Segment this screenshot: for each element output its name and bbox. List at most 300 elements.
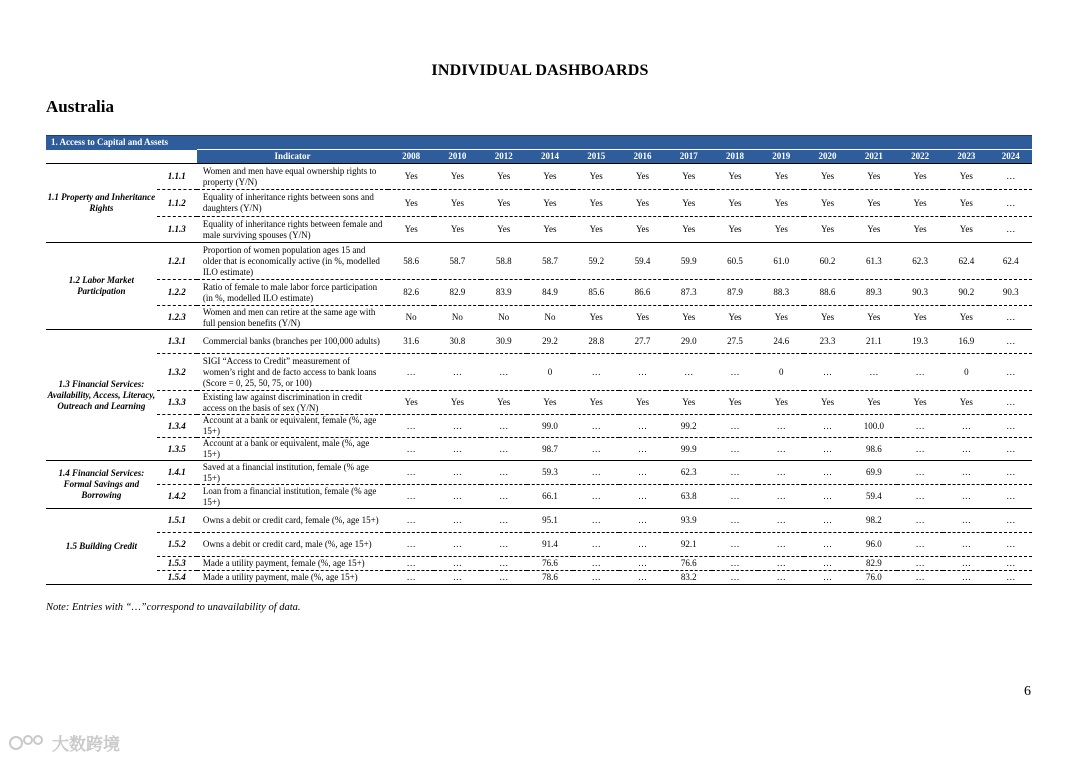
country-heading: Australia bbox=[46, 97, 114, 116]
value-cell: 30.8 bbox=[434, 330, 480, 354]
indicator-code: 1.1.3 bbox=[157, 217, 197, 243]
value-cell: … bbox=[804, 533, 850, 557]
value-cell: … bbox=[989, 330, 1032, 354]
value-cell: 100.0 bbox=[851, 415, 897, 438]
value-cell: … bbox=[712, 438, 758, 461]
value-cell: Yes bbox=[666, 306, 712, 330]
value-cell: 60.5 bbox=[712, 243, 758, 280]
value-cell: … bbox=[897, 461, 943, 485]
table-row bbox=[46, 485, 1032, 509]
value-cell: 69.9 bbox=[851, 461, 897, 485]
value-cell: … bbox=[619, 571, 665, 585]
value-cell: … bbox=[481, 533, 527, 557]
value-cell: Yes bbox=[666, 217, 712, 243]
value-cell: … bbox=[434, 509, 480, 533]
table-row bbox=[46, 557, 1032, 571]
dashboard-table bbox=[46, 135, 1032, 585]
value-cell: … bbox=[573, 415, 619, 438]
value-cell: 61.3 bbox=[851, 243, 897, 280]
table-row bbox=[46, 330, 1032, 354]
table-row bbox=[46, 190, 1032, 217]
value-cell: Yes bbox=[712, 190, 758, 217]
indicator-description: Made a utility payment, male (%, age 15+) bbox=[197, 571, 388, 585]
value-cell: 60.2 bbox=[804, 243, 850, 280]
value-cell: Yes bbox=[712, 164, 758, 190]
value-cell: Yes bbox=[388, 217, 434, 243]
value-cell: 88.6 bbox=[804, 280, 850, 306]
value-cell: Yes bbox=[434, 391, 480, 415]
indicator-description: Equality of inheritance rights between female and male surviving spouses (Y/N) bbox=[197, 217, 388, 243]
indicator-description: Account at a bank or equivalent, male (%, age 15+) bbox=[197, 438, 388, 461]
indicator-code: 1.2.3 bbox=[157, 306, 197, 330]
value-cell: … bbox=[712, 509, 758, 533]
value-cell: 23.3 bbox=[804, 330, 850, 354]
value-cell: … bbox=[573, 571, 619, 585]
value-cell: Yes bbox=[758, 306, 804, 330]
indicator-code: 1.5.1 bbox=[157, 509, 197, 533]
value-cell: … bbox=[434, 461, 480, 485]
value-cell: … bbox=[804, 485, 850, 509]
document-title: INDIVIDUAL DASHBOARDS bbox=[431, 62, 649, 79]
value-cell: … bbox=[989, 509, 1032, 533]
value-cell: Yes bbox=[527, 217, 573, 243]
value-cell: Yes bbox=[804, 306, 850, 330]
indicator-code: 1.3.4 bbox=[157, 415, 197, 438]
value-cell: … bbox=[943, 509, 989, 533]
value-cell: … bbox=[434, 354, 480, 391]
value-cell: … bbox=[666, 354, 712, 391]
value-cell: 66.1 bbox=[527, 485, 573, 509]
value-cell: Yes bbox=[943, 190, 989, 217]
indicator-code: 1.2.2 bbox=[157, 280, 197, 306]
table-row bbox=[46, 164, 1032, 190]
value-cell: … bbox=[573, 533, 619, 557]
value-cell: 98.6 bbox=[851, 438, 897, 461]
value-cell: … bbox=[712, 533, 758, 557]
value-cell: … bbox=[989, 415, 1032, 438]
value-cell: … bbox=[897, 354, 943, 391]
value-cell: Yes bbox=[434, 190, 480, 217]
value-cell: … bbox=[758, 509, 804, 533]
value-cell: … bbox=[481, 571, 527, 585]
value-cell: Yes bbox=[388, 190, 434, 217]
value-cell: Yes bbox=[619, 217, 665, 243]
value-cell: 99.0 bbox=[527, 415, 573, 438]
value-cell: … bbox=[573, 509, 619, 533]
indicator-code: 1.3.1 bbox=[157, 330, 197, 354]
value-cell: 0 bbox=[943, 354, 989, 391]
indicator-description: Existing law against discrimination in credit access on the basis of sex (Y/N) bbox=[197, 391, 388, 415]
value-cell: 83.9 bbox=[481, 280, 527, 306]
value-cell: Yes bbox=[434, 164, 480, 190]
indicator-description: Proportion of women population ages 15 and older that is economically active (in %, modelled ILO estimate) bbox=[197, 243, 388, 280]
value-cell: … bbox=[989, 438, 1032, 461]
value-cell: Yes bbox=[619, 190, 665, 217]
value-cell: Yes bbox=[573, 190, 619, 217]
value-cell: Yes bbox=[666, 190, 712, 217]
year-header: 2008 bbox=[388, 150, 434, 164]
value-cell: … bbox=[388, 571, 434, 585]
value-cell: … bbox=[758, 438, 804, 461]
value-cell: … bbox=[804, 461, 850, 485]
value-cell: Yes bbox=[712, 217, 758, 243]
value-cell: 82.9 bbox=[851, 557, 897, 571]
value-cell: 30.9 bbox=[481, 330, 527, 354]
value-cell: 93.9 bbox=[666, 509, 712, 533]
indicator-code: 1.2.1 bbox=[157, 243, 197, 280]
watermark-text: 大数跨境 bbox=[52, 735, 120, 755]
year-header: 2023 bbox=[943, 150, 989, 164]
value-cell: … bbox=[989, 190, 1032, 217]
value-cell: … bbox=[758, 533, 804, 557]
value-cell: Yes bbox=[666, 164, 712, 190]
value-cell: … bbox=[619, 485, 665, 509]
value-cell: Yes bbox=[573, 164, 619, 190]
value-cell: 58.7 bbox=[434, 243, 480, 280]
value-cell: 27.7 bbox=[619, 330, 665, 354]
value-cell: 61.0 bbox=[758, 243, 804, 280]
year-header: 2024 bbox=[989, 150, 1032, 164]
value-cell: No bbox=[388, 306, 434, 330]
value-cell: Yes bbox=[712, 391, 758, 415]
value-cell: 78.6 bbox=[527, 571, 573, 585]
indicator-description: Ratio of female to male labor force participation (in %, modelled ILO estimate) bbox=[197, 280, 388, 306]
value-cell: … bbox=[897, 509, 943, 533]
indicator-code: 1.4.1 bbox=[157, 461, 197, 485]
value-cell: … bbox=[481, 438, 527, 461]
value-cell: No bbox=[481, 306, 527, 330]
value-cell: 91.4 bbox=[527, 533, 573, 557]
indicator-description: Commercial banks (branches per 100,000 adults) bbox=[197, 330, 388, 354]
value-cell: 0 bbox=[527, 354, 573, 391]
value-cell: 59.2 bbox=[573, 243, 619, 280]
group-label: 1.5 Building Credit bbox=[46, 509, 157, 585]
year-header: 2012 bbox=[481, 150, 527, 164]
group-label: 1.1 Property and Inheritance Rights bbox=[46, 164, 157, 243]
value-cell: 59.3 bbox=[527, 461, 573, 485]
value-cell: 88.3 bbox=[758, 280, 804, 306]
value-cell: 92.1 bbox=[666, 533, 712, 557]
value-cell: 90.2 bbox=[943, 280, 989, 306]
value-cell: … bbox=[989, 217, 1032, 243]
value-cell: 27.5 bbox=[712, 330, 758, 354]
value-cell: Yes bbox=[481, 391, 527, 415]
value-cell: … bbox=[897, 438, 943, 461]
value-cell: Yes bbox=[804, 190, 850, 217]
value-cell: … bbox=[434, 533, 480, 557]
value-cell: 59.9 bbox=[666, 243, 712, 280]
indicator-description: SIGI “Access to Credit” measurement of women’s right and de facto access to bank loans (Score = 0, 25, 50, 75, or 100) bbox=[197, 354, 388, 391]
value-cell: 19.3 bbox=[897, 330, 943, 354]
value-cell: 59.4 bbox=[619, 243, 665, 280]
value-cell: 29.0 bbox=[666, 330, 712, 354]
value-cell: Yes bbox=[619, 306, 665, 330]
value-cell: 62.3 bbox=[666, 461, 712, 485]
value-cell: … bbox=[619, 354, 665, 391]
watermark-logo-icon bbox=[8, 733, 48, 753]
value-cell: … bbox=[989, 354, 1032, 391]
value-cell: Yes bbox=[527, 164, 573, 190]
year-header: 2010 bbox=[434, 150, 480, 164]
indicator-description: Loan from a financial institution, female (% age 15+) bbox=[197, 485, 388, 509]
table-row bbox=[46, 280, 1032, 306]
value-cell: 83.2 bbox=[666, 571, 712, 585]
value-cell: … bbox=[388, 509, 434, 533]
table-row bbox=[46, 391, 1032, 415]
value-cell: 29.2 bbox=[527, 330, 573, 354]
value-cell: … bbox=[758, 485, 804, 509]
value-cell: 16.9 bbox=[943, 330, 989, 354]
value-cell: Yes bbox=[804, 164, 850, 190]
value-cell: … bbox=[989, 533, 1032, 557]
indicator-description: Owns a debit or credit card, male (%, age 15+) bbox=[197, 533, 388, 557]
value-cell: … bbox=[481, 485, 527, 509]
value-cell: … bbox=[712, 571, 758, 585]
table-row bbox=[46, 217, 1032, 243]
indicator-code: 1.3.5 bbox=[157, 438, 197, 461]
value-cell: … bbox=[989, 571, 1032, 585]
indicator-description: Owns a debit or credit card, female (%, age 15+) bbox=[197, 509, 388, 533]
value-cell: … bbox=[619, 461, 665, 485]
value-cell: Yes bbox=[897, 164, 943, 190]
table-row bbox=[46, 306, 1032, 330]
value-cell: 76.6 bbox=[666, 557, 712, 571]
value-cell: Yes bbox=[758, 391, 804, 415]
value-cell: … bbox=[712, 461, 758, 485]
value-cell: 86.6 bbox=[619, 280, 665, 306]
indicator-code: 1.3.3 bbox=[157, 391, 197, 415]
value-cell: … bbox=[897, 533, 943, 557]
group-label: 1.2 Labor Market Participation bbox=[46, 243, 157, 330]
value-cell: … bbox=[989, 164, 1032, 190]
year-header: 2018 bbox=[712, 150, 758, 164]
value-cell: … bbox=[897, 557, 943, 571]
group-label: 1.4 Financial Services: Formal Savings and Borrowing bbox=[46, 461, 157, 509]
value-cell: 58.8 bbox=[481, 243, 527, 280]
value-cell: … bbox=[481, 557, 527, 571]
value-cell: Yes bbox=[481, 190, 527, 217]
value-cell: … bbox=[434, 438, 480, 461]
value-cell: … bbox=[619, 533, 665, 557]
value-cell: … bbox=[989, 557, 1032, 571]
value-cell: Yes bbox=[851, 217, 897, 243]
value-cell: 82.9 bbox=[434, 280, 480, 306]
year-header: 2022 bbox=[897, 150, 943, 164]
year-header: 2020 bbox=[804, 150, 850, 164]
value-cell: Yes bbox=[573, 217, 619, 243]
value-cell: Yes bbox=[943, 306, 989, 330]
value-cell: Yes bbox=[758, 217, 804, 243]
column-header-row bbox=[46, 150, 1032, 164]
value-cell: Yes bbox=[897, 190, 943, 217]
value-cell: Yes bbox=[527, 391, 573, 415]
value-cell: … bbox=[712, 485, 758, 509]
indicator-code: 1.3.2 bbox=[157, 354, 197, 391]
group-header-blank bbox=[46, 150, 157, 164]
value-cell: … bbox=[989, 485, 1032, 509]
value-cell: … bbox=[897, 571, 943, 585]
value-cell: … bbox=[388, 354, 434, 391]
value-cell: … bbox=[481, 415, 527, 438]
value-cell: Yes bbox=[666, 391, 712, 415]
value-cell: Yes bbox=[804, 391, 850, 415]
value-cell: … bbox=[943, 533, 989, 557]
value-cell: 90.3 bbox=[897, 280, 943, 306]
value-cell: … bbox=[712, 354, 758, 391]
value-cell: No bbox=[434, 306, 480, 330]
indicator-description: Women and men have equal ownership rights to property (Y/N) bbox=[197, 164, 388, 190]
code-header-blank bbox=[157, 150, 197, 164]
year-header: 2015 bbox=[573, 150, 619, 164]
value-cell: … bbox=[989, 306, 1032, 330]
value-cell: 85.6 bbox=[573, 280, 619, 306]
value-cell: … bbox=[943, 415, 989, 438]
value-cell: 62.4 bbox=[943, 243, 989, 280]
value-cell: … bbox=[804, 571, 850, 585]
indicator-description: Women and men can retire at the same age with full pension benefits (Y/N) bbox=[197, 306, 388, 330]
value-cell: … bbox=[943, 485, 989, 509]
value-cell: … bbox=[388, 485, 434, 509]
value-cell: … bbox=[434, 485, 480, 509]
indicator-code: 1.5.2 bbox=[157, 533, 197, 557]
table-row bbox=[46, 354, 1032, 391]
value-cell: 28.8 bbox=[573, 330, 619, 354]
value-cell: … bbox=[989, 391, 1032, 415]
value-cell: 63.8 bbox=[666, 485, 712, 509]
indicator-description: Equality of inheritance rights between sons and daughters (Y/N) bbox=[197, 190, 388, 217]
value-cell: … bbox=[573, 438, 619, 461]
value-cell: … bbox=[943, 571, 989, 585]
table-row bbox=[46, 533, 1032, 557]
value-cell: … bbox=[388, 533, 434, 557]
value-cell: … bbox=[804, 509, 850, 533]
value-cell: … bbox=[804, 354, 850, 391]
value-cell: 87.9 bbox=[712, 280, 758, 306]
watermark bbox=[8, 730, 120, 755]
section-title: 1. Access to Capital and Assets bbox=[46, 136, 1032, 150]
value-cell: … bbox=[758, 557, 804, 571]
value-cell: Yes bbox=[943, 164, 989, 190]
value-cell: … bbox=[434, 571, 480, 585]
table-note: Note: Entries with “…”correspond to unavailability of data. bbox=[46, 602, 301, 613]
value-cell: … bbox=[481, 461, 527, 485]
value-cell: … bbox=[943, 438, 989, 461]
indicator-description: Made a utility payment, female (%, age 15+) bbox=[197, 557, 388, 571]
value-cell: Yes bbox=[943, 391, 989, 415]
value-cell: 98.7 bbox=[527, 438, 573, 461]
table-row bbox=[46, 571, 1032, 585]
value-cell: … bbox=[481, 509, 527, 533]
table-row bbox=[46, 509, 1032, 533]
value-cell: … bbox=[851, 354, 897, 391]
value-cell: … bbox=[619, 557, 665, 571]
group-label: 1.3 Financial Services: Availability, Access, Literacy, Outreach and Learning bbox=[46, 330, 157, 461]
value-cell: Yes bbox=[573, 391, 619, 415]
value-cell: Yes bbox=[527, 190, 573, 217]
value-cell: 96.0 bbox=[851, 533, 897, 557]
value-cell: 24.6 bbox=[758, 330, 804, 354]
value-cell: 62.3 bbox=[897, 243, 943, 280]
table-row bbox=[46, 438, 1032, 461]
value-cell: … bbox=[989, 461, 1032, 485]
value-cell: 99.2 bbox=[666, 415, 712, 438]
value-cell: Yes bbox=[388, 164, 434, 190]
value-cell: … bbox=[943, 461, 989, 485]
value-cell: 82.6 bbox=[388, 280, 434, 306]
table-row bbox=[46, 415, 1032, 438]
value-cell: Yes bbox=[619, 391, 665, 415]
indicator-description: Saved at a financial institution, female (% age 15+) bbox=[197, 461, 388, 485]
indicator-code: 1.4.2 bbox=[157, 485, 197, 509]
value-cell: 76.0 bbox=[851, 571, 897, 585]
value-cell: Yes bbox=[388, 391, 434, 415]
value-cell: 87.3 bbox=[666, 280, 712, 306]
value-cell: 90.3 bbox=[989, 280, 1032, 306]
value-cell: … bbox=[758, 415, 804, 438]
value-cell: … bbox=[804, 415, 850, 438]
year-header: 2017 bbox=[666, 150, 712, 164]
value-cell: 62.4 bbox=[989, 243, 1032, 280]
value-cell: Yes bbox=[712, 306, 758, 330]
value-cell: … bbox=[804, 557, 850, 571]
year-header: 2014 bbox=[527, 150, 573, 164]
value-cell: 89.3 bbox=[851, 280, 897, 306]
value-cell: 98.2 bbox=[851, 509, 897, 533]
value-cell: 84.9 bbox=[527, 280, 573, 306]
value-cell: Yes bbox=[851, 164, 897, 190]
value-cell: … bbox=[388, 557, 434, 571]
year-header: 2019 bbox=[758, 150, 804, 164]
value-cell: … bbox=[712, 557, 758, 571]
indicator-code: 1.1.1 bbox=[157, 164, 197, 190]
value-cell: Yes bbox=[434, 217, 480, 243]
value-cell: Yes bbox=[943, 217, 989, 243]
table-row bbox=[46, 461, 1032, 485]
value-cell: 31.6 bbox=[388, 330, 434, 354]
value-cell: … bbox=[619, 438, 665, 461]
value-cell: … bbox=[804, 438, 850, 461]
year-header: 2016 bbox=[619, 150, 665, 164]
value-cell: Yes bbox=[481, 164, 527, 190]
value-cell: Yes bbox=[851, 190, 897, 217]
value-cell: … bbox=[434, 557, 480, 571]
value-cell: 0 bbox=[758, 354, 804, 391]
value-cell: … bbox=[897, 415, 943, 438]
value-cell: … bbox=[481, 354, 527, 391]
value-cell: 95.1 bbox=[527, 509, 573, 533]
value-cell: … bbox=[573, 557, 619, 571]
value-cell: … bbox=[712, 415, 758, 438]
value-cell: … bbox=[573, 354, 619, 391]
value-cell: … bbox=[388, 415, 434, 438]
value-cell: … bbox=[758, 571, 804, 585]
value-cell: Yes bbox=[481, 217, 527, 243]
indicator-code: 1.1.2 bbox=[157, 190, 197, 217]
value-cell: 58.7 bbox=[527, 243, 573, 280]
value-cell: 58.6 bbox=[388, 243, 434, 280]
value-cell: Yes bbox=[897, 391, 943, 415]
value-cell: … bbox=[573, 461, 619, 485]
value-cell: … bbox=[897, 485, 943, 509]
value-cell: … bbox=[434, 415, 480, 438]
value-cell: 59.4 bbox=[851, 485, 897, 509]
indicator-code: 1.5.4 bbox=[157, 571, 197, 585]
value-cell: … bbox=[943, 557, 989, 571]
value-cell: Yes bbox=[851, 306, 897, 330]
section-header-row bbox=[46, 136, 1032, 150]
indicator-column-header: Indicator bbox=[197, 150, 388, 164]
value-cell: 99.9 bbox=[666, 438, 712, 461]
